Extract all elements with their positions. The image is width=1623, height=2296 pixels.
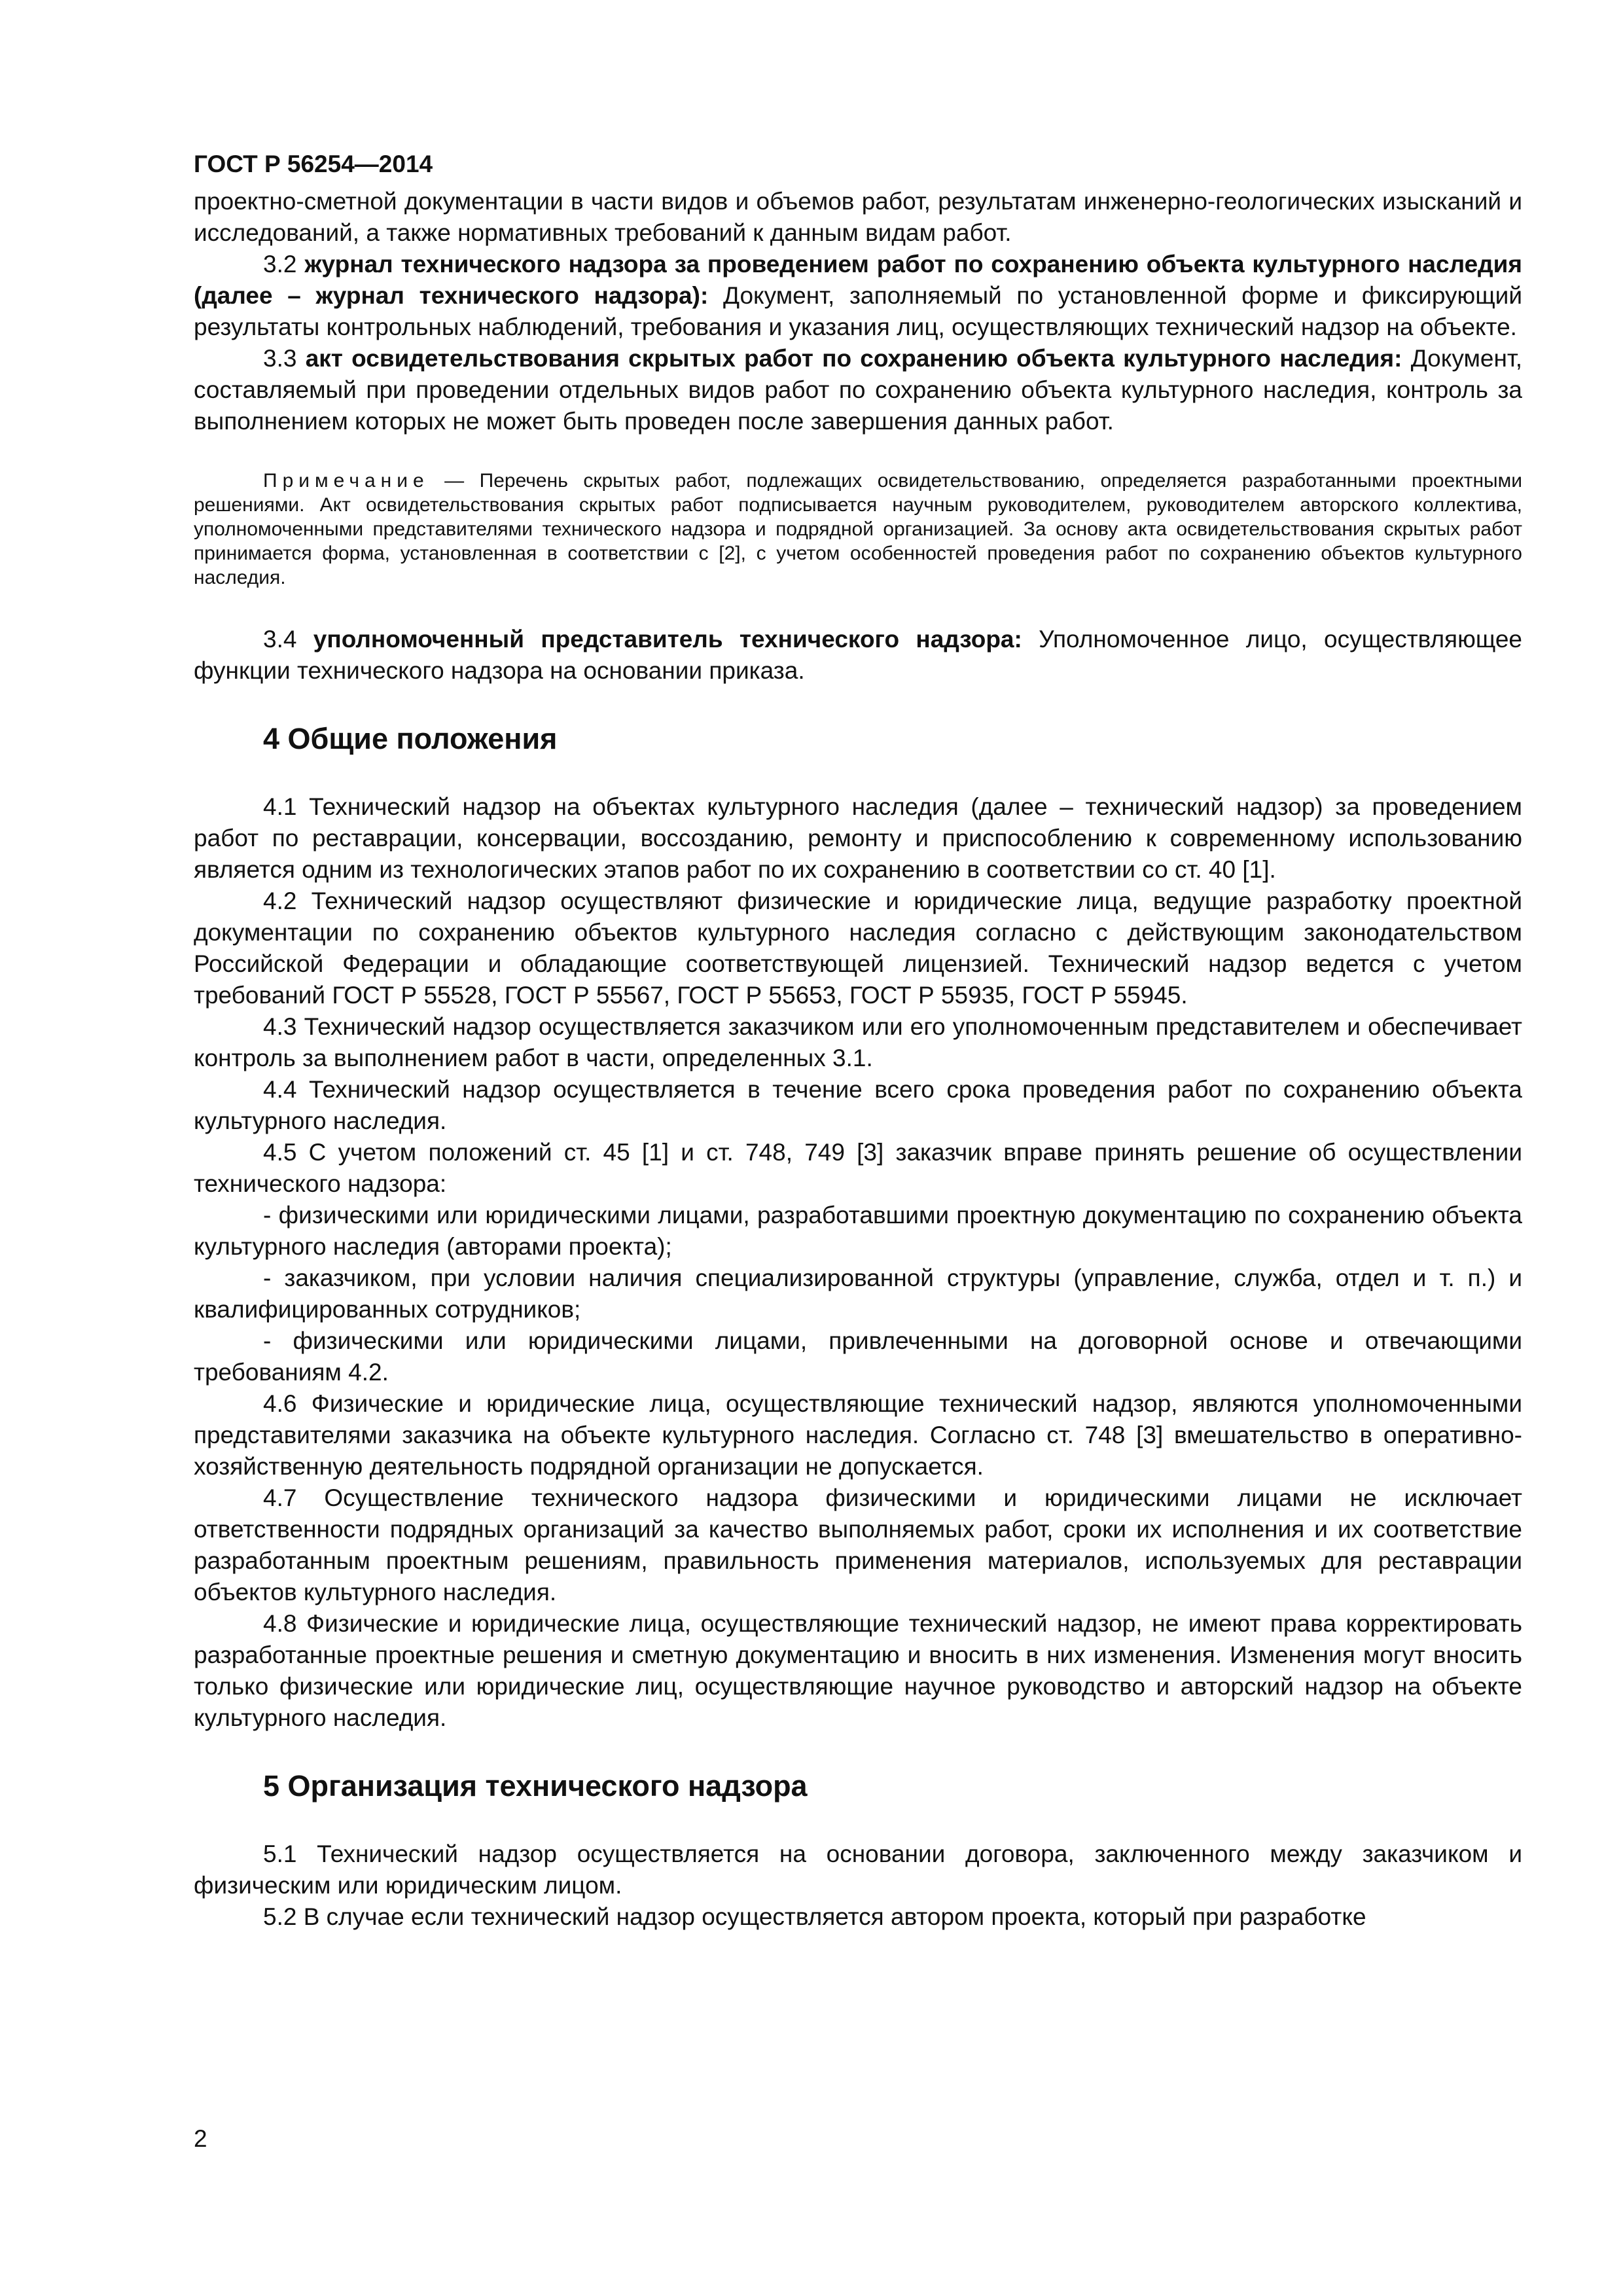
paragraph-4-3: 4.3 Технический надзор осуществляется заказчиком или его уполномоченным представителем и обеспечивает контроль за выполнением работ в части, определенных 3.1.: [194, 1013, 1522, 1071]
note-paragraph: [194, 469, 1522, 590]
paragraph-5-1: 5.1 Технический надзор осуществляется на основании договора, заключенного между заказчиком и физическим или юридическим лицом.: [194, 1840, 1522, 1899]
paragraph-4-6: 4.6 Физические и юридические лица, осуществляющие технический надзор, являются уполномоченными представителями заказчика на объекте культурного наследия. Согласно ст. 748 [3] вмешательство в оперативно-хозяйственную деятельность подрядной организации не допускается.: [194, 1390, 1522, 1480]
term-title: журнал технического надзора за проведением работ по сохранению объекта культурного наследия (далее – журнал технического надзора):: [194, 251, 1522, 309]
list-item: - заказчиком, при условии наличия специализированной структуры (управление, служба, отдел и т. п.) и квалифицированных сотрудников;: [194, 1265, 1522, 1323]
list-item: - физическими или юридическими лицами, разработавшими проектную документацию по сохранению объекта культурного наследия (авторами проекта);: [194, 1202, 1522, 1260]
paragraph-4-2: 4.2 Технический надзор осуществляют физические и юридические лица, ведущие разработку проектной документации по сохранению объектов культурного наследия согласно с действующим законодательством Российской Федерации и обладающие соответствующей лицензией. Технический надзор ведется с учетом требований ГОСТ Р 55528, ГОСТ Р 55567, ГОСТ Р 55653, ГОСТ Р 55935, ГОСТ Р 55945.: [194, 888, 1522, 1009]
term-3-4: [194, 624, 1522, 687]
term-definition: Уполномоченное лицо, осуществляющее функции технического надзора на основании приказа.: [194, 626, 1523, 684]
paragraph-4-4: 4.4 Технический надзор осуществляется в течение всего срока проведения работ по сохранению объекта культурного наследия.: [194, 1076, 1522, 1134]
intro-paragraph: проектно-сметной документации в части видов и объемов работ, результатам инженерно-геологических изысканий и исследований, а также нормативных требований к данным видам работ.: [194, 188, 1522, 246]
term-title: уполномоченный представитель технического надзора:: [313, 626, 1022, 653]
paragraph-4-5: 4.5 С учетом положений ст. 45 [1] и ст. 748, 749 [3] заказчик вправе принять решение об осуществлении технического надзора:: [194, 1139, 1522, 1197]
paragraph-4-7: 4.7 Осуществление технического надзора физическими и юридическими лицами не исключает ответственности подрядных организаций за качество выполняемых работ, сроки их исполнения и их соответствие разработанным проектным решениям, правильность применения материалов, используемых для реставрации объектов культурного наследия.: [194, 1484, 1522, 1605]
list-item: - физическими или юридическими лицами, привлеченными на договорной основе и отвечающими требованиям 4.2.: [194, 1327, 1522, 1386]
term-definition: Документ, составляемый при проведении отдельных видов работ по сохранению объекта культурного наследия, контроль за выполнением которых не может быть проведен после завершения данных работ.: [194, 345, 1523, 435]
note-text: — Перечень скрытых работ, подлежащих освидетельствованию, определяется разработанными проектными решениями. Акт освидетельствования скрытых работ подписывается научным руководителем, руководителем авторского коллектива, уполномоченными представителями технического надзора и подрядной организацией. За основу акта освидетельствования скрытых работ принимается форма, установленная в соответствии с [2], с учетом особенностей проведения работ по сохранению объектов культурного наследия.: [194, 470, 1522, 588]
term-3-3: [194, 343, 1522, 437]
term-number: 3.3: [263, 345, 297, 372]
section-5-heading: 5 Организация технического надзора: [263, 1769, 808, 1803]
term-number: 3.2: [263, 251, 297, 278]
term-number: 3.4: [263, 626, 297, 653]
term-title: акт освидетельствования скрытых работ по сохранению объекта культурного наследия:: [305, 345, 1402, 372]
section-4-heading: 4 Общие положения: [263, 722, 558, 755]
term-definition: Документ, заполняемый по установленной форме и фиксирующий результаты контрольных наблюдений, требования и указания лиц, осуществляющих технический надзор на объекте.: [194, 282, 1523, 340]
note-label: Примечание: [263, 470, 429, 492]
document-page: [194, 149, 1522, 1933]
page-number: 2: [194, 2125, 207, 2152]
term-3-2: [194, 249, 1522, 343]
paragraph-4-1: 4.1 Технический надзор на объектах культурного наследия (далее – технический надзор) за проведением работ по реставрации, консервации, воссозданию, ремонту и приспособлению к современному использованию является одним из технологических этапов работ по их сохранению в соответствии со ст. 40 [1].: [194, 793, 1522, 883]
paragraph-4-8: 4.8 Физические и юридические лица, осуществляющие технический надзор, не имеют права корректировать разработанные проектные решения и сметную документацию и вносить в них изменения. Изменения могут вносить только физические или юридические лиц, осуществляющие научное руководство и авторский надзор на объекте культурного наследия.: [194, 1610, 1522, 1731]
paragraph-5-2: 5.2 В случае если технический надзор осуществляется автором проекта, который при разработке: [263, 1903, 1366, 1930]
document-header: ГОСТ Р 56254—2014: [194, 151, 433, 177]
